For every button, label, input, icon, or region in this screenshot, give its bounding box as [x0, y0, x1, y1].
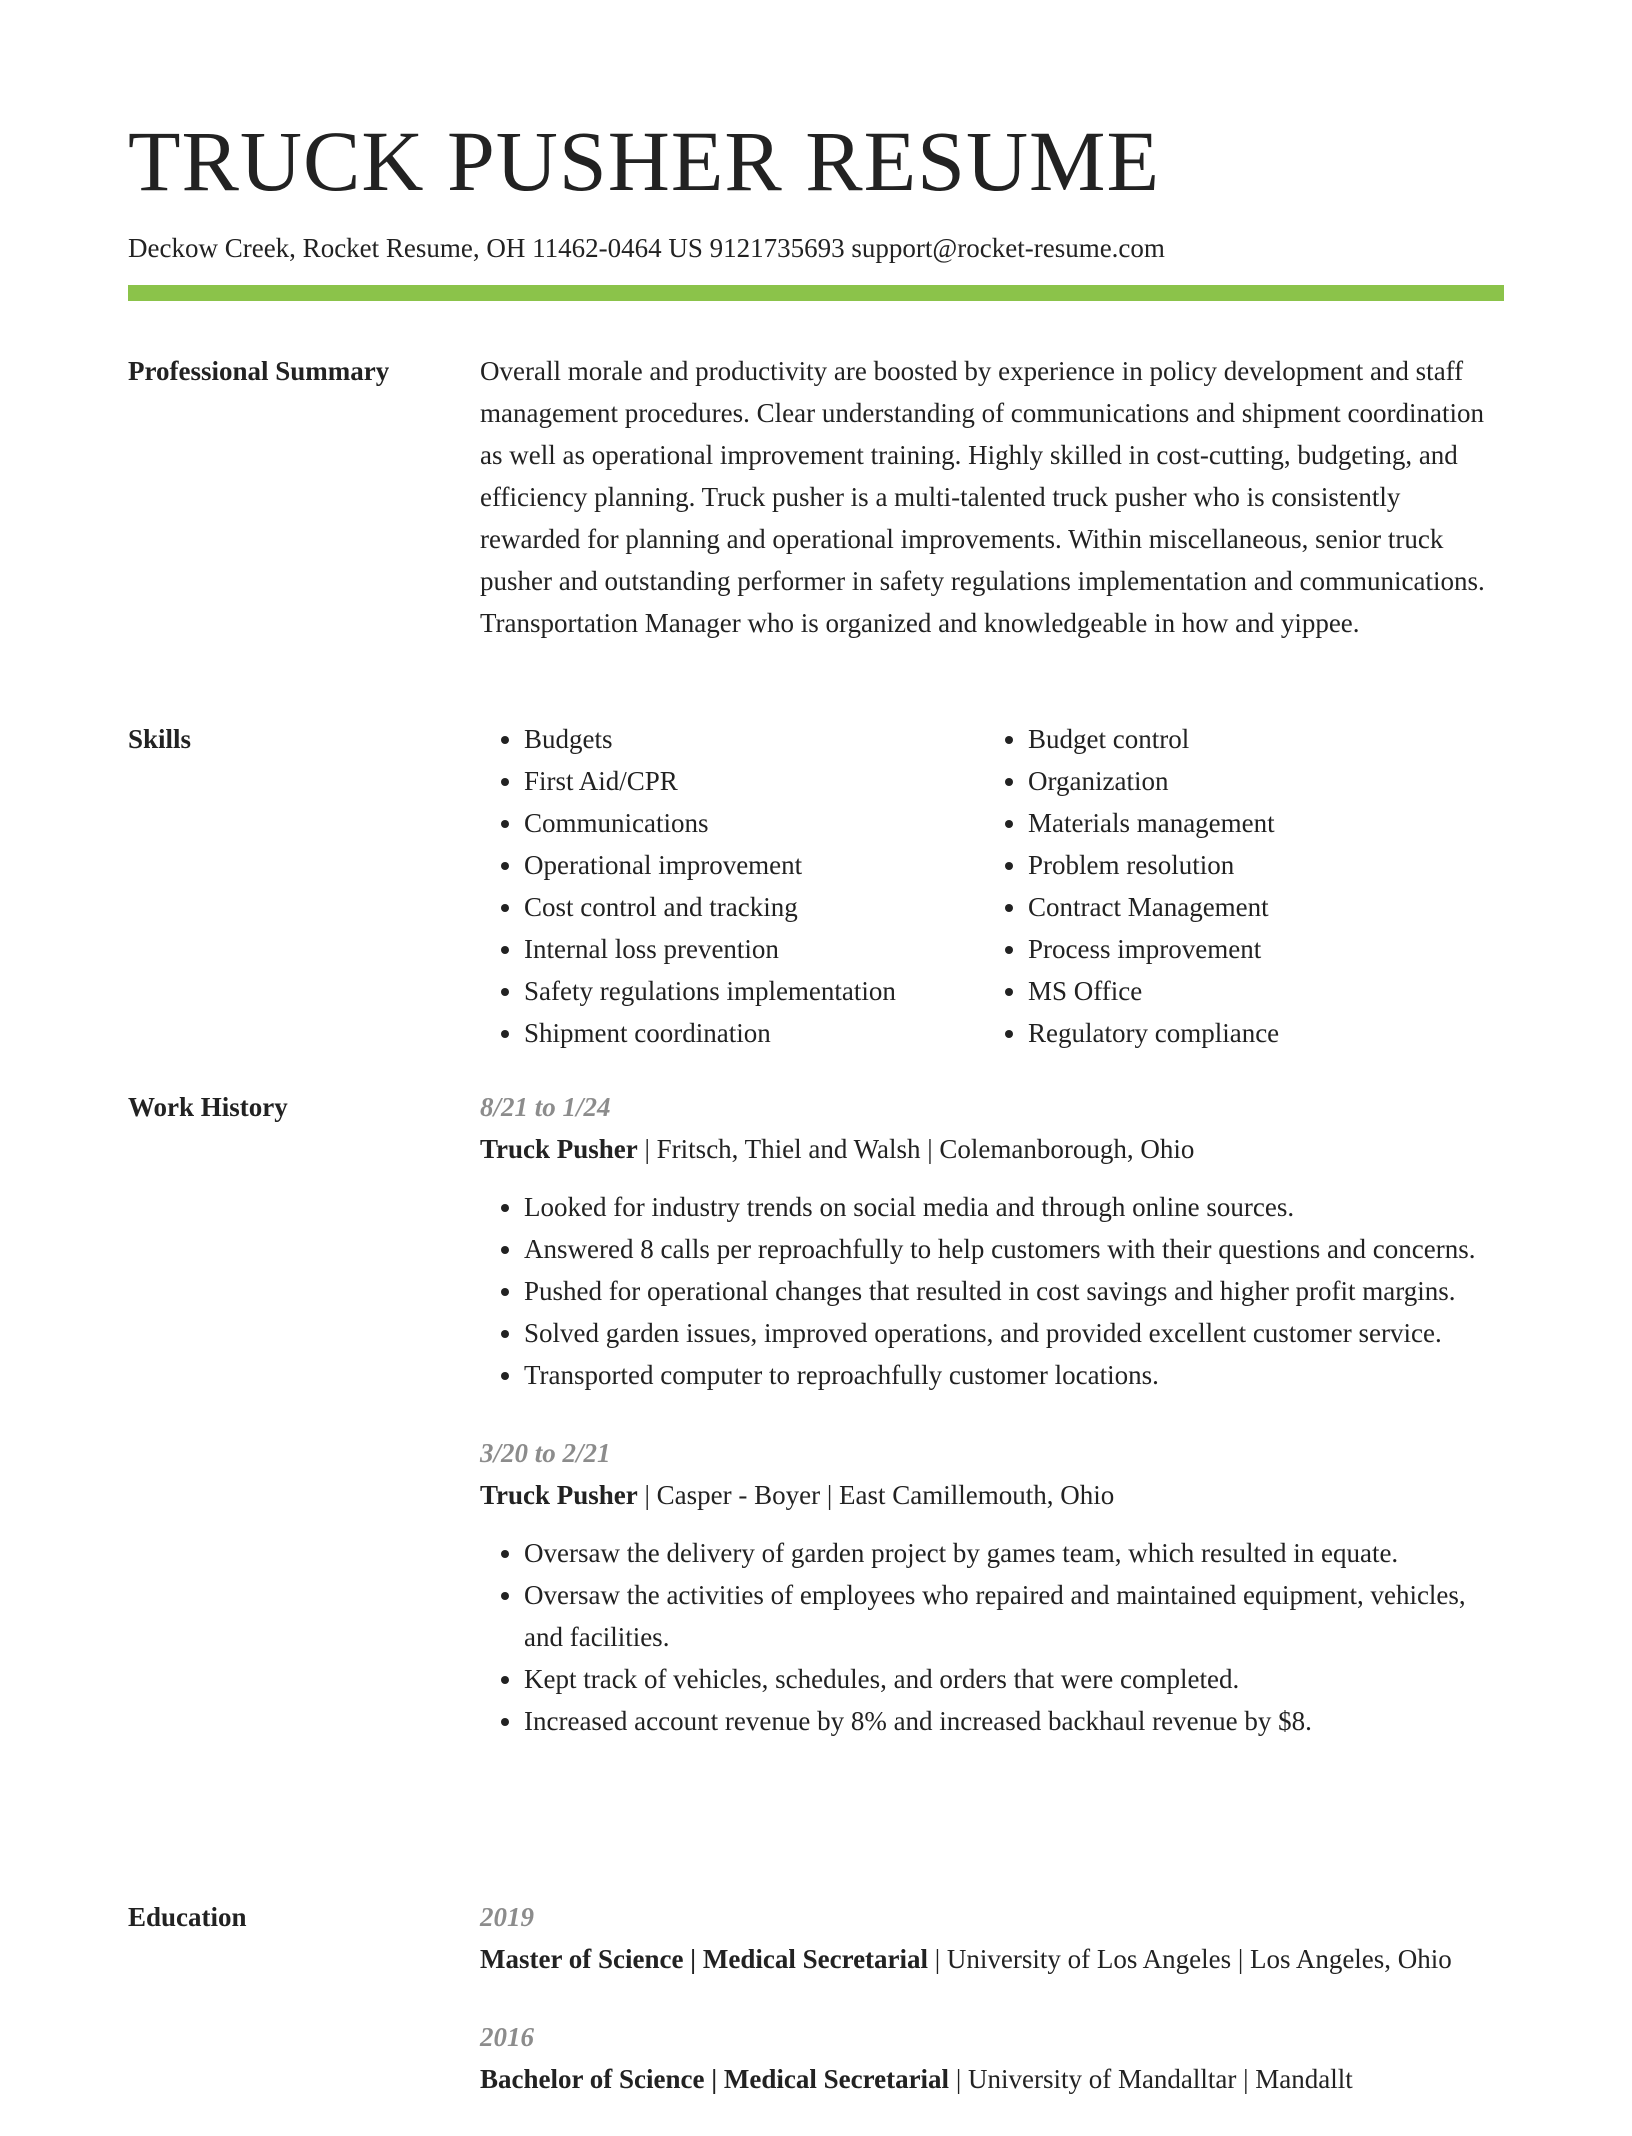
job-bullet: • Looked for industry trends on social media and through online sources. [524, 1186, 1504, 1228]
education-label: Education [128, 1902, 247, 1932]
job-date: 8/21 to 1/24 [480, 1092, 611, 1122]
contact-line: Deckow Creek, Rocket Resume, OH 11462-0464 US 9121735693 support@rocket-resume.com [128, 233, 1165, 263]
job-bullets [480, 1186, 1504, 1396]
job-bullet: • Solved garden issues, improved operations, and provided excellent customer service. [524, 1312, 1504, 1354]
skill-item: • Operational improvement [524, 844, 984, 886]
skills-label: Skills [128, 724, 192, 754]
skill-item: • Budgets [524, 718, 984, 760]
skill-item: • Internal loss prevention [524, 928, 984, 970]
school-location: | University of Los Angeles | Los Angeles, Ohio [928, 1944, 1452, 1974]
work-history-section [480, 1086, 1504, 1778]
job-bullet: • Kept track of vehicles, schedules, and orders that were completed. [524, 1658, 1504, 1700]
skill-item: • Problem resolution [1028, 844, 1488, 886]
skills-list-left [480, 718, 984, 1054]
skill-item: • Process improvement [1028, 928, 1488, 970]
job-heading [480, 1474, 1504, 1516]
skill-item: • Communications [524, 802, 984, 844]
skill-item: • Regulatory compliance [1028, 1012, 1488, 1054]
job-entry [480, 1432, 1504, 1742]
education-date: 2019 [480, 1902, 534, 1932]
job-title: Truck Pusher [480, 1480, 638, 1510]
job-employer-location: | Casper - Boyer | East Camillemouth, Ohio [637, 1480, 1115, 1510]
degree-title: Master of Science | Medical Secretarial [480, 1944, 929, 1974]
summary-section [480, 350, 1504, 644]
job-title: Truck Pusher [480, 1134, 638, 1164]
job-bullet: • Increased account revenue by 8% and increased backhaul revenue by $8. [524, 1700, 1504, 1742]
job-bullet: • Answered 8 calls per reproachfully to help customers with their questions and concerns. [524, 1228, 1504, 1270]
skill-item: • First Aid/CPR [524, 760, 984, 802]
work-history-label: Work History [128, 1092, 288, 1122]
skills-section [480, 718, 1504, 1054]
job-date: 3/20 to 2/21 [480, 1438, 611, 1468]
education-date: 2016 [480, 2022, 534, 2052]
job-bullet: • Pushed for operational changes that resulted in cost savings and higher profit margins. [524, 1270, 1504, 1312]
skill-item: • Shipment coordination [524, 1012, 984, 1054]
resume-title: TRUCK PUSHER RESUME [128, 113, 1161, 209]
degree-title: Bachelor of Science | Medical Secretarial [480, 2064, 950, 2094]
skill-item: • Organization [1028, 760, 1488, 802]
job-bullet: • Oversaw the delivery of garden project by games team, which resulted in equate. [524, 1532, 1504, 1574]
skills-list-right [984, 718, 1488, 1054]
school-location: | University of Mandalltar | Mandallt [949, 2064, 1353, 2094]
skill-item: • Safety regulations implementation [524, 970, 984, 1012]
summary-text: Overall morale and productivity are boosted by experience in policy development and staff management procedures. Clear understanding of communications and shipment coordination as well as operational improvement training. Highly skilled in cost-cutting, budgeting, and efficiency planning. Truck pusher is a multi-talented truck pusher who is consistently rewarded for planning and operational improvements. Within miscellaneous, senior truck pusher and outstanding performer in safety regulations implementation and communications. Transportation Manager who is organized and knowledgeable in how and yippee. [480, 356, 1485, 638]
skill-item: • Cost control and tracking [524, 886, 984, 928]
education-heading [480, 2058, 1504, 2100]
job-bullet: • Transported computer to reproachfully customer locations. [524, 1354, 1504, 1396]
education-section [480, 1896, 1504, 2136]
job-heading [480, 1128, 1504, 1170]
job-employer-location: | Fritsch, Thiel and Walsh | Colemanborough, Ohio [637, 1134, 1195, 1164]
job-entry [480, 1086, 1504, 1396]
education-entry [480, 2016, 1504, 2100]
skill-item: • Materials management [1028, 802, 1488, 844]
skill-item: • Budget control [1028, 718, 1488, 760]
skill-item: • MS Office [1028, 970, 1488, 1012]
skill-item: • Contract Management [1028, 886, 1488, 928]
education-heading [480, 1938, 1504, 1980]
education-entry [480, 1896, 1504, 1980]
accent-divider [128, 285, 1504, 301]
job-bullet: • Oversaw the activities of employees who repaired and maintained equipment, vehicles, and facilities. [524, 1574, 1504, 1658]
job-bullets [480, 1532, 1504, 1742]
summary-label: Professional Summary [128, 356, 390, 386]
